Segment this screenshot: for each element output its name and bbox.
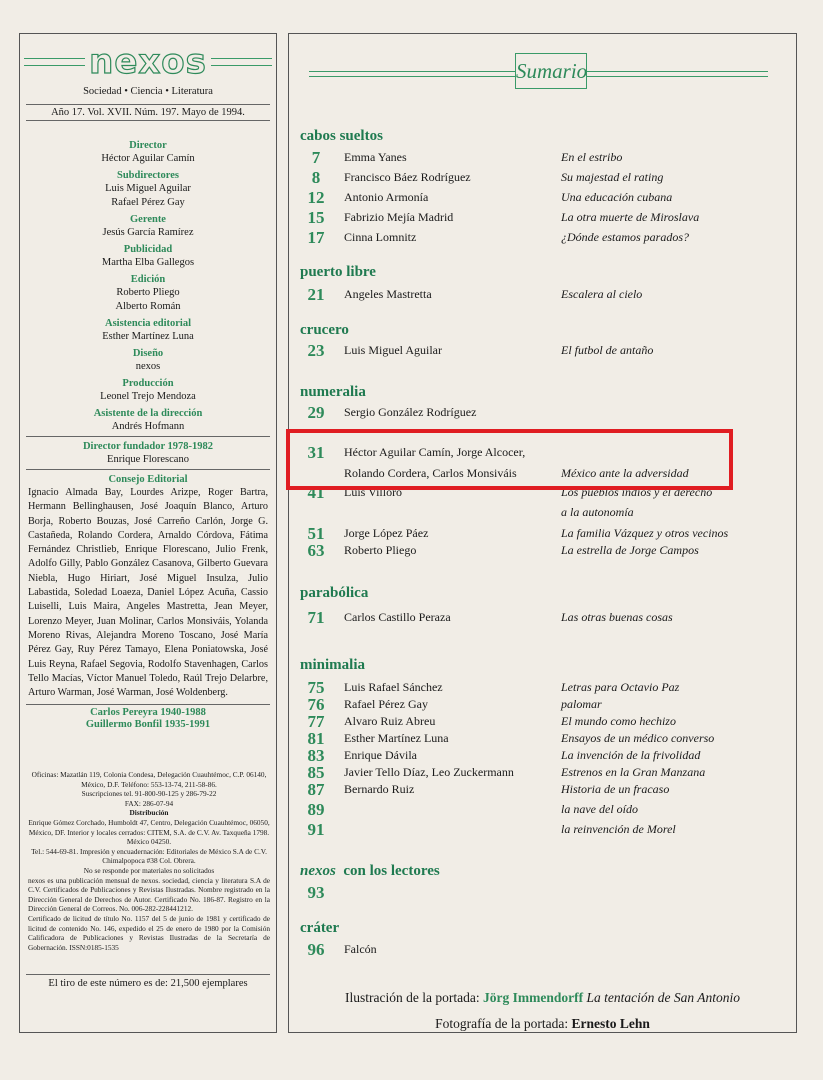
council-members: Ignacio Almada Bay, Lourdes Arizpe, Roger Bartra, Hermann Bellinghausen, José Joaquín Blanco, Arturo Borja, Roberto Bouzas, José Carreño Carlón, Jorge G. Castañeda, Rolando Cordera, Arnaldo Córdova, Fátima Fernández Christlieb, Enrique Florescano, Julio Frenk, Adolfo Gilly, Pablo González Casanova, Gilberto Guevara Niebla, Hugo Hiriart, José Miguel Insulza, Julio Labastida, Soledad Loaeza, Daniel López Acuña, Cassio Luiselli, Luis Maira, Angeles Mastretta, Jean Meyer, Lorenzo Meyer, Juan Molinar, Carlos Monsiváis, Yolanda Moreno Rivas, Alejandra Moreno Toscano, José María Pérez Gay, Ruy Pérez Tamayo, Elena Poniatowska, José Luis Reyna, Rafael Segovia, Rodolfo Stavenhagen, Carlos Tello Macías, Víctor Manuel Toledo, Raúl Trejo Delarbre, Arturo Warman, José Warman, José Woldenberg. [28,487,268,699]
entry-title: Las otras buenas cosas [561,610,673,624]
page-number: 93 [307,883,325,902]
masthead-panel [19,33,277,1033]
page-number: 7 [311,148,321,167]
printing-info: Tel.: 544-69-81. Impresión y encuadernación: Editoriales de México S.A de C.V. Chimalpopoca #38 Col. Obrera. [31,846,267,866]
toc-entry[interactable] [297,780,776,799]
page-number: 29 [307,403,325,422]
offices-address: Oficinas: Mazatlán 119, Colonia Condesa, Delegación Cuauhtémoc, C.P. 06140, México, D.F. Teléfono: 553-13-74, 211-58-86. [31,770,267,789]
staff-name: Luis Miguel Aguilar [105,183,191,194]
entry-author: Sergio González Rodríguez [344,405,477,419]
founder-name: Enrique Florescano [107,454,189,465]
staff-name: Andrés Hofmann [111,421,185,432]
toc-entry[interactable] [297,285,776,304]
entry-title: La estrella de Jorge Campos [561,543,699,557]
page-number: 76 [307,695,325,714]
section-heading: minimalia [300,657,366,673]
staff-role: Asistencia editorial [104,318,192,329]
entry-title: la nave del oído [561,802,638,816]
entry-author: Alvaro Ruiz Abreu [344,714,436,728]
toc-entry[interactable] [297,541,776,560]
page-number: 8 [311,168,321,187]
distribution-info: Enrique Gómez Corchado, Humboldt 47, Centro, Delegación Cuauhtémoc, 06050, México, DF. Interior y locales cerrados: CITEM, S.A. de C.V. Av. Taxqueña 1798. México 04250. [28,817,270,847]
page-number: 87 [307,780,325,799]
entry-author: Cinna Lomnitz [344,230,417,244]
credit-photographer: Ernesto Lehn [571,1016,650,1031]
entry-author: Esther Martínez Luna [344,731,449,745]
section-heading: cráter [300,920,340,936]
entry-author: Luis Villoro [344,485,403,499]
entry-title: La invención de la frivolidad [561,748,701,762]
page-number: 91 [307,820,325,839]
entry-title: palomar [561,697,602,711]
page-number: 31 [307,443,325,462]
tagline: Sociedad • Ciencia • Literatura [83,86,213,97]
page-number: 77 [307,712,325,731]
entry-title: Escalera al cielo [561,287,643,301]
staff-name: Roberto Pliego [116,287,180,298]
entry-author: Carlos Castillo Peraza [344,610,451,624]
entry-title: La familia Vázquez y otros vecinos [561,526,729,540]
cover-illustration-credit [289,990,796,1006]
sumario-panel [288,33,797,1033]
staff-name: Martha Elba Gallegos [101,257,195,268]
entry-author: Roberto Pliego [344,543,417,557]
toc-entry[interactable] [297,341,776,360]
entry-author: Falcón [344,942,377,956]
section-heading: crucero [300,322,349,338]
legal-registration: nexos es una publicación mensual de nexos. sociedad, ciencia y literatura S.A de C.V. Certificados de Publicaciones y Revistas Ilustradas. Nombre registrado en la Dirección General de Derechos de Autor. Certificado No. 186-87. Registro en la Dirección General de Correos. No. 006-282-228441212. [28,875,270,914]
staff-role: Publicidad [123,244,173,255]
credit-label: Fotografía de la portada: [435,1016,569,1031]
toc-entry[interactable] [297,148,776,167]
page-number: 63 [307,541,325,560]
page-number: 81 [307,729,325,748]
page-number: 71 [307,608,325,627]
entry-title: a la autonomía [561,505,634,519]
toc-entry[interactable] [297,403,776,422]
credit-work-title: La tentación de San Antonio [586,990,740,1005]
toc-entry[interactable] [297,883,776,902]
section-heading: cabos sueltos [300,128,383,144]
entry-title: En el estribo [561,150,623,164]
entry-title: Ensayos de un médico converso [561,731,715,745]
toc-entry[interactable] [297,800,776,819]
entry-title: Los pueblos indios y el derecho [561,485,713,499]
entry-author: Bernardo Ruiz [344,782,415,796]
staff-role: Producción [122,378,174,389]
divider [26,436,270,437]
entry-title: ¿Dónde estamos parados? [561,230,689,244]
entry-author: Antonio Armonía [344,190,429,204]
entry-author: Emma Yanes [344,150,407,164]
entry-title: El mundo como hechizo [561,714,676,728]
entry-title: La otra muerte de Miroslava [561,210,700,224]
section-heading: puerto libre [300,264,376,280]
toc-entry[interactable] [297,208,776,227]
entry-title: Letras para Octavio Paz [561,680,680,694]
disclaimer: No se responde por materiales no solicitados [83,865,215,875]
entry-author: Héctor Aguilar Camín, Jorge Alcocer, [344,445,526,459]
entry-author: Luis Rafael Sánchez [344,680,443,694]
fax-number: FAX: 286-07-94 [124,798,174,808]
staff-name: Leonel Trejo Mendoza [100,391,196,402]
entry-author: Fabrizio Mejía Madrid [344,210,454,224]
sumario-heading: Sumario [515,53,587,89]
toc-entry[interactable] [297,820,776,839]
page-number: 51 [307,524,325,543]
entry-title: la reinvención de Morel [561,822,676,836]
toc-entry[interactable] [297,168,776,187]
toc-entry[interactable] [297,228,776,247]
masthead-logo-row [20,44,276,80]
subscriptions-phone: Suscripciones tel. 91-800-90-125 y 286-79-22 [81,789,217,799]
council-role: Consejo Editorial [108,474,188,485]
staff-name: Rafael Pérez Gay [111,197,185,208]
staff-name: Héctor Aguilar Camín [101,153,195,164]
entry-title: Estrenos en la Gran Manzana [561,765,706,779]
logo-rule-right [211,58,272,66]
entry-title: México ante la adversidad [561,466,689,480]
page-number: 96 [307,940,325,959]
cover-photo-credit [289,1016,796,1032]
section-heading-text: con los lectores [343,863,440,879]
memorial-line: Carlos Pereyra 1940-1988 [90,707,206,719]
license-certificate: Certificado de licitud de título No. 1157 del 5 de junio de 1981 y certificado de licitud de contenido No. 146, expedido el 25 de enero de 1980 por la Comisión Calificadora de Publicaciones y Revistas Ilustradas de la Secretaría de Gobernación. ISSN:0185-1535 [28,913,270,952]
page-number: 15 [307,208,325,227]
highlight-box [286,429,733,490]
staff-role: Director [129,140,167,151]
founder-role: Director fundador 1978-1982 [82,441,214,452]
memorial-line: Guillermo Bonfil 1935-1991 [85,719,211,731]
entry-author: Jorge López Páez [344,526,429,540]
staff-name: nexos [135,361,161,372]
distribution-heading: Distribución [129,808,169,818]
page-number: 23 [307,341,325,360]
credit-artist: Jörg Immendorff [482,990,584,1005]
page-number: 85 [307,763,325,782]
divider [26,469,270,470]
section-heading-italic: nexos [300,863,336,879]
section-heading: parabólica [300,585,369,601]
issue-line: Año 17. Vol. XVII. Núm. 197. Mayo de 1994. [26,104,270,121]
page-number: 12 [307,188,325,207]
entry-author: Luis Miguel Aguilar [344,343,442,357]
staff-name: Alberto Román [115,301,181,312]
divider [26,704,270,705]
entry-author: Javier Tello Díaz, Leo Zuckermann [344,765,514,779]
entry-author: Francisco Báez Rodríguez [344,170,471,184]
publisher-info [28,770,270,952]
logo-rule-left [24,58,85,66]
entry-author: Rolando Cordera, Carlos Monsiváis [344,466,517,480]
entry-title: Su majestad el rating [561,170,664,184]
staff-role: Subdirectores [116,170,180,181]
toc-entry[interactable] [297,940,776,959]
staff-role: Edición [130,274,166,285]
page-number: 21 [307,285,325,304]
toc-entry[interactable] [297,188,776,207]
page-number: 75 [307,678,325,697]
staff-name: Jesús García Ramírez [102,227,194,238]
section-heading: numeralia [300,384,366,400]
entry-author: Enrique Dávila [344,748,417,762]
staff-name: Esther Martínez Luna [102,331,194,342]
staff-role: Gerente [130,214,166,225]
staff-role: Diseño [132,348,164,359]
section-heading [300,863,440,880]
page-number: 83 [307,746,325,765]
credit-label: Ilustración de la portada: [345,990,480,1005]
page-number: 41 [307,483,325,502]
entry-title: Historia de un fracaso [561,782,670,796]
entry-author: Rafael Pérez Gay [344,697,428,711]
staff-role: Asistente de la dirección [93,408,203,419]
entry-title: Una educación cubana [561,190,673,204]
nexos-logo: nexos [89,42,207,82]
entry-author: Angeles Mastretta [344,287,432,301]
entry-title: El futbol de antaño [561,343,654,357]
print-run: El tiro de este número es de: 21,500 ejemplares [26,974,270,989]
page-number: 17 [307,228,325,247]
page-number: 89 [307,800,325,819]
toc-entry[interactable] [297,608,776,627]
staff-list [26,136,270,731]
toc-entry-continuation [297,503,776,522]
